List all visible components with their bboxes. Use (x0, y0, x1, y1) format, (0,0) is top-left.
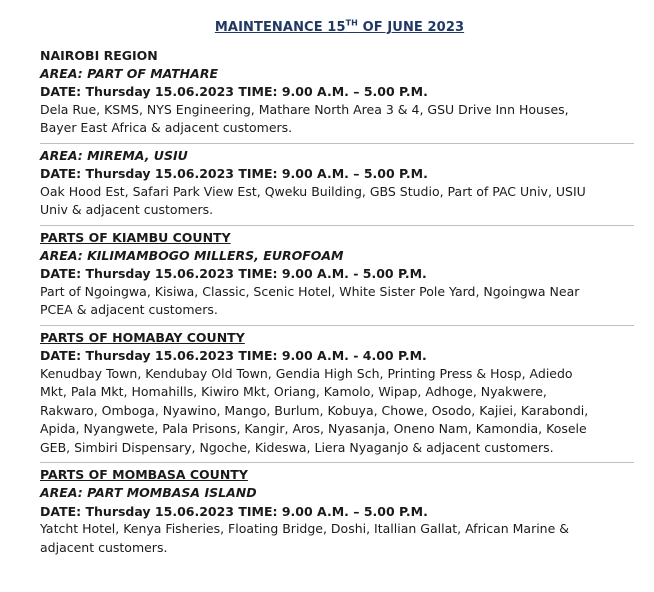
area-heading: AREA: PART OF MATHARE (40, 65, 218, 81)
region-heading: PARTS OF KIAMBU COUNTY (40, 229, 231, 245)
title-suffix: OF JUNE 2023 (357, 20, 465, 35)
section-nairobi-mathare (40, 47, 634, 144)
section-mirema-usiu (40, 147, 634, 226)
affected-areas-text: Dela Rue, KSMS, NYS Engineering, Mathare North Area 3 & 4, GSU Drive Inn Houses, Bayer East Africa & adjacent customers. (40, 101, 569, 136)
title-prefix: MAINTENANCE 15 (214, 20, 346, 35)
section-kiambu (40, 229, 634, 326)
affected-areas-text: Yatcht Hotel, Kenya Fisheries, Floating Bridge, Doshi, Itallian Gallat, African Marine & adjacent customers. (40, 521, 570, 555)
affected-areas-text: Kenudbay Town, Kendubay Old Town, Gendia High Sch, Printing Press & Hosp, Adiedo Mkt, Pala Mkt, Homahills, Kiwiro Mkt, Oriang, Kamolo, Wipap, Adhoge, Nyakwere, Rakwaro, Omboga, Nyawino, Mango, Burlum, Kobuya, Chowe, Osodo, Kajiei, Karabondi, Apida, Nyangwete, Pala Prisons, Kangir, Aros, Nyasanja, Oneno Nam, Kamondia, Kosele GEB, Simbiri Dispensary, Ngoche, Kideswa, Liera Nyaganjo & adjacent customers. (40, 365, 589, 455)
date-time-line: DATE: Thursday 15.06.2023 TIME: 9.00 A.M. – 5.00 P.M. (40, 166, 428, 182)
notice-title (40, 20, 634, 35)
region-heading: PARTS OF HOMABAY COUNTY (40, 329, 245, 345)
title-superscript: TH (345, 18, 358, 28)
region-heading: NAIROBI REGION (40, 48, 158, 63)
area-heading: AREA: PART MOMBASA ISLAND (40, 485, 257, 501)
date-time-line: DATE: Thursday 15.06.2023 TIME: 9.00 A.M. – 5.00 P.M. (40, 84, 428, 100)
section-homabay (40, 329, 634, 464)
date-time-line: DATE: Thursday 15.06.2023 TIME: 9.00 A.M. – 5.00 P.M. (40, 503, 428, 519)
area-heading: AREA: KILIMAMBOGO MILLERS, EUROFOAM (40, 247, 344, 263)
section-mombasa (40, 466, 634, 562)
area-heading: AREA: MIREMA, USIU (40, 147, 188, 163)
date-time-line: DATE: Thursday 15.06.2023 TIME: 9.00 A.M. - 4.00 P.M. (40, 348, 427, 364)
region-heading: PARTS OF MOMBASA COUNTY (40, 467, 248, 483)
date-time-line: DATE: Thursday 15.06.2023 TIME: 9.00 A.M. - 5.00 P.M. (40, 266, 427, 282)
affected-areas-text: Part of Ngoingwa, Kisiwa, Classic, Scenic Hotel, White Sister Pole Yard, Ngoingwa Near PCEA & adjacent customers. (40, 283, 580, 318)
affected-areas-text: Oak Hood Est, Safari Park View Est, Qweku Building, GBS Studio, Part of PAC Univ, USIU Univ & adjacent customers. (40, 183, 586, 218)
